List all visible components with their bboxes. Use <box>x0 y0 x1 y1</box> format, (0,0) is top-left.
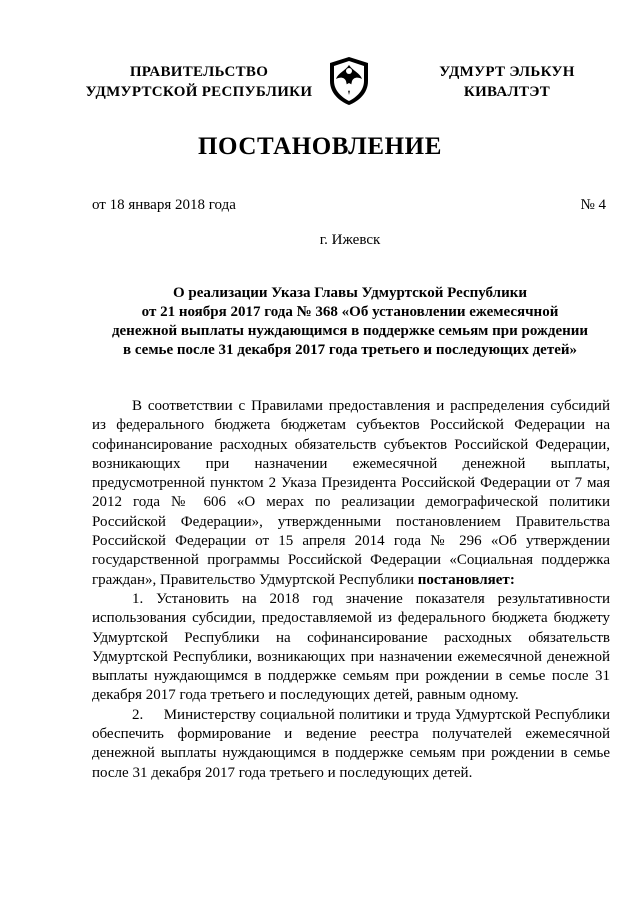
paragraph-2-number: 2. <box>132 706 144 723</box>
gov-ud-line1: УДМУРТ ЭЛЬКУН <box>439 64 575 80</box>
paragraph-2 <box>92 706 610 783</box>
paragraph-1-number: 1. <box>132 590 144 607</box>
paragraph-1-text: Установить на 2018 год значение показателя результативности использования субсидии, предоставляемой из федерального бюджета бюджету Удмуртской Республики на софинансирование расходных обязательств Удмуртской Республики, возникающих при назначении ежемесячной денежной выплаты нуждающимся в поддержке семьям при рождении в семье после 31 декабря 2017 года третьего и последующих детей, равным одному. <box>92 590 610 704</box>
document-subject <box>88 284 612 360</box>
decree-colon: : <box>509 571 515 588</box>
intro-paragraph <box>92 397 610 590</box>
decree-word: постановляет <box>417 571 510 588</box>
government-name-udmurt <box>412 62 602 102</box>
document-city: г. Ижевск <box>319 232 381 248</box>
paragraph-1 <box>92 590 610 706</box>
document-date: от 18 января 2018 года <box>92 197 236 213</box>
subject-line: в семье после 31 декабря 2017 года третьего и последующих детей» <box>122 342 578 358</box>
subject-line: О реализации Указа Главы Удмуртской Республики <box>172 285 528 301</box>
intro-text: В соответствии с Правилами предоставления и распределения субсидий из федерального бюджета бюджетам субъектов Российской Федерации на софинансирование расходных обязательств субъектов Российской Федерации, возникающих при назначении ежемесячной денежной выплаты, предусмотренной пунктом 2 Указа Президента Российской Федерации от 7 мая 2012 года № 606 «О мерах по реализации демографической политики Российской Федерации», утвержденными постановлением Правительства Российской Федерации от 15 апреля 2014 года № 296 «Об утверждении государственной программы Российской Федерации «Социальная поддержка граждан», Правительство Удмуртской Республики <box>92 398 610 588</box>
document-body <box>92 397 610 783</box>
government-name-russian <box>68 62 330 102</box>
document-number: № 4 <box>580 197 606 213</box>
gov-ud-line2: КИВАЛТЭТ <box>463 84 551 100</box>
subject-line: от 21 ноября 2017 года № 368 «Об установлении ежемесячной <box>141 304 559 320</box>
coat-of-arms-icon <box>326 55 372 107</box>
subject-line: денежной выплаты нуждающимся в поддержке семьям при рождении <box>111 323 589 339</box>
gov-ru-line2: УДМУРТСКОЙ РЕСПУБЛИКИ <box>85 84 313 100</box>
gov-ru-line1: ПРАВИТЕЛЬСТВО <box>129 64 269 80</box>
paragraph-2-text: Министерству социальной политики и труда Удмуртской Республики обеспечить формирование и ведение реестра получателей ежемесячной денежной выплаты нуждающимся в поддержке семьям при рождении в семье после 31 декабря 2017 года третьего и последующих детей. <box>92 706 610 781</box>
document-title: ПОСТАНОВЛЕНИЕ <box>197 133 443 160</box>
